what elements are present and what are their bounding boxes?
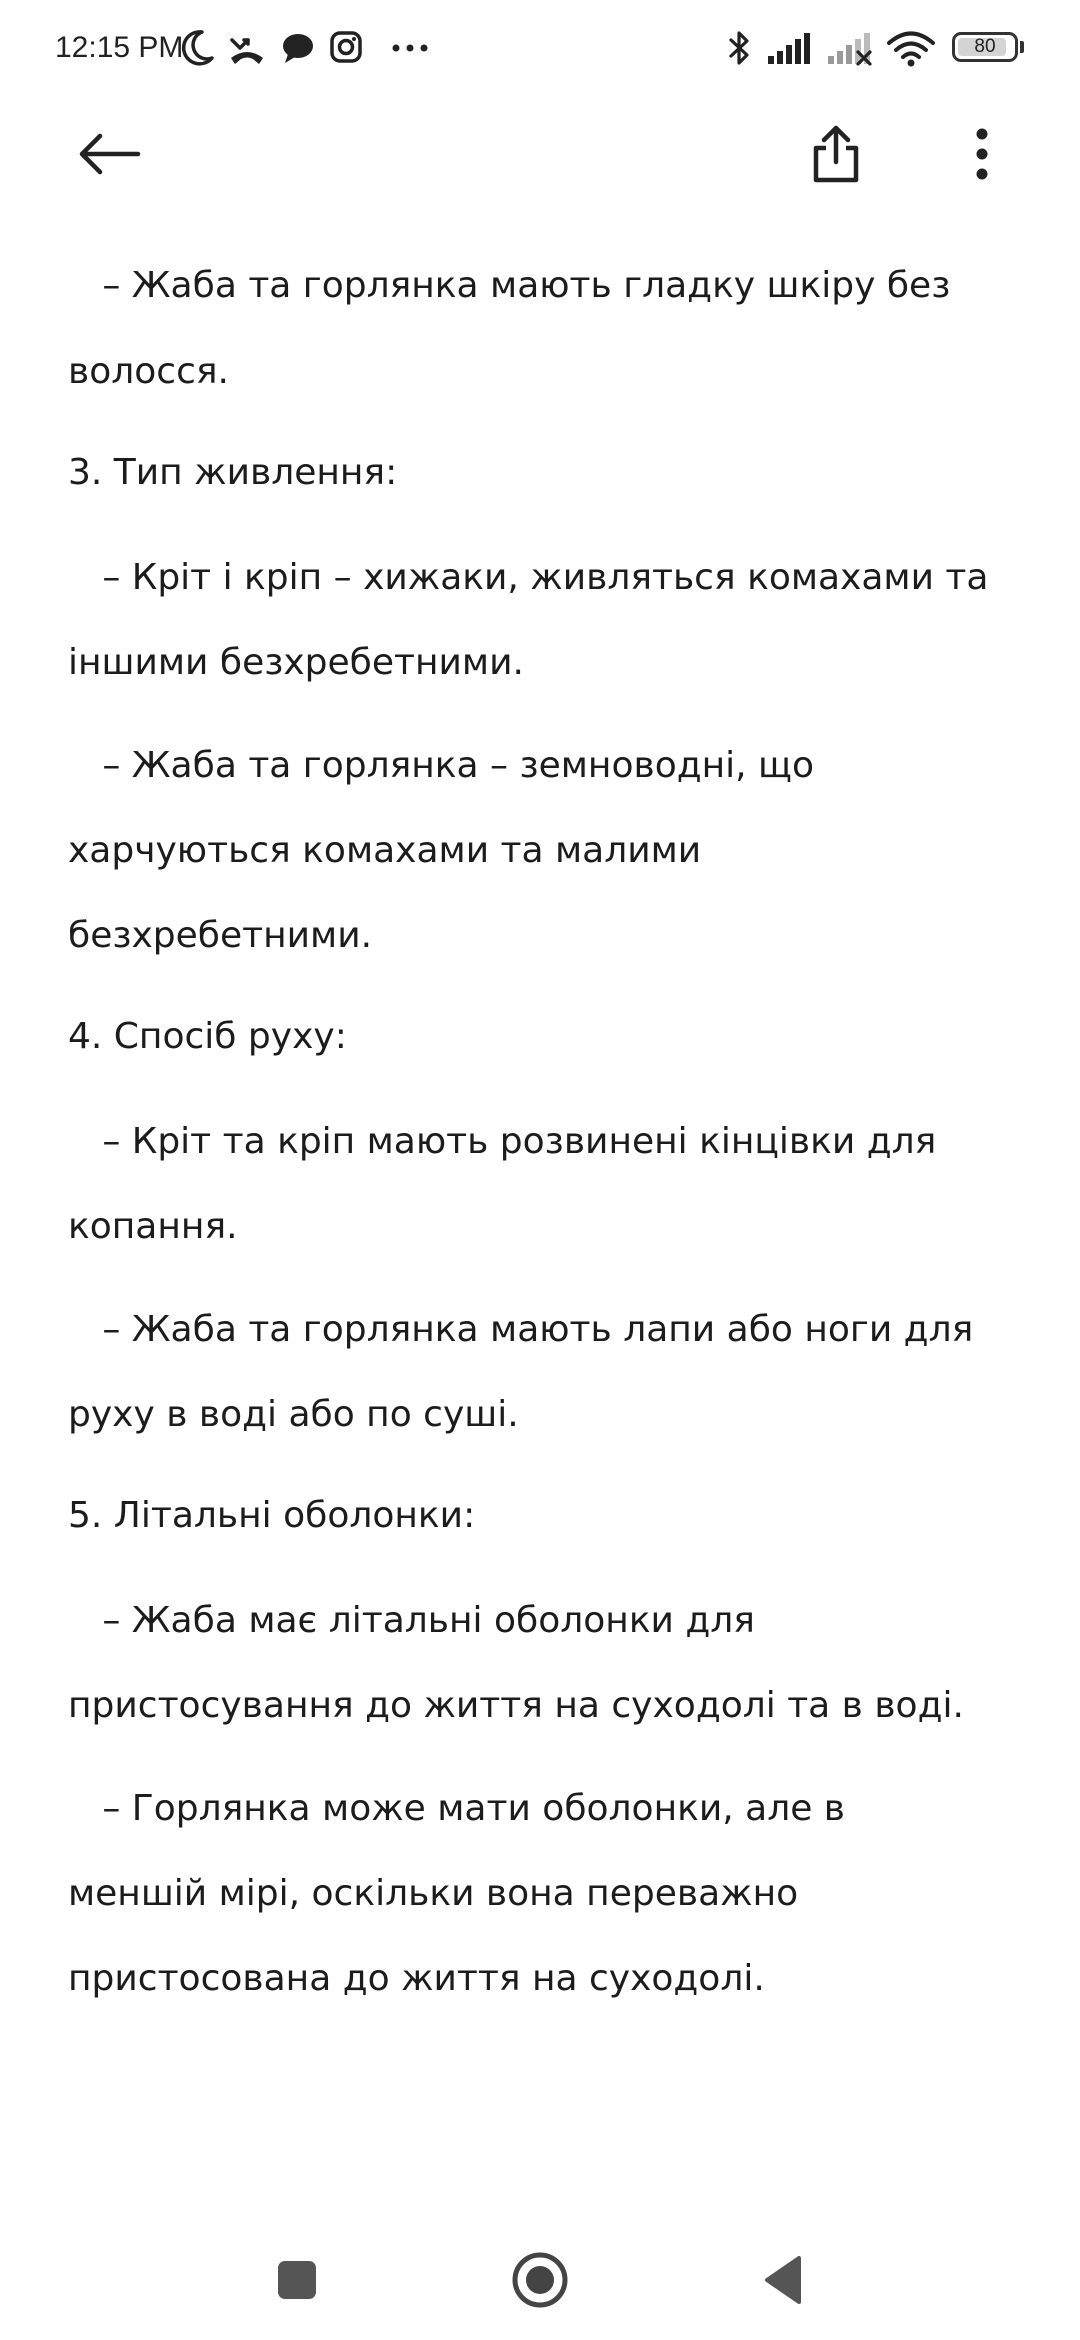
home-circle-icon	[510, 2250, 570, 2310]
nav-back-button[interactable]	[743, 2240, 823, 2320]
recents-button[interactable]	[257, 2240, 337, 2320]
app-bar	[0, 96, 1080, 216]
text-line: 5. Літальні оболонки:	[68, 1495, 476, 1536]
text-line: руху в воді або по суші.	[68, 1394, 519, 1435]
moon-icon	[180, 28, 216, 68]
instagram-icon	[328, 28, 364, 68]
overflow-menu-icon	[972, 126, 992, 182]
battery-icon	[952, 32, 1018, 62]
bluetooth-icon	[726, 28, 754, 68]
text-line: 4. Спосіб руху:	[68, 1016, 347, 1057]
text-line: меншій мірі, оскільки вона переважно	[68, 1873, 799, 1914]
text-line: копання.	[68, 1206, 238, 1247]
back-arrow-icon	[78, 132, 142, 176]
wifi-icon	[886, 28, 936, 68]
text-line: – Кріт і кріп – хижаки, живляться комахами та	[68, 557, 989, 598]
back-triangle-icon	[761, 2254, 805, 2306]
back-button[interactable]	[62, 106, 158, 202]
text-line: – Жаба та горлянка мають гладку шкіру без	[68, 265, 951, 306]
navigation-bar	[0, 2220, 1080, 2340]
text-line: пристосована до життя на суходолі.	[68, 1958, 765, 1999]
more-dots-icon	[388, 28, 432, 68]
recents-square-icon	[275, 2258, 319, 2302]
share-icon	[808, 124, 864, 184]
overflow-menu-button[interactable]	[934, 106, 1030, 202]
text-line: 3. Тип живлення:	[68, 452, 398, 493]
share-button[interactable]	[788, 106, 884, 202]
text-line: – Горлянка може мати оболонки, але в	[68, 1788, 846, 1829]
text-line: – Жаба та горлянка мають лапи або ноги для	[68, 1309, 974, 1350]
text-line: безхребетними.	[68, 915, 373, 956]
battery-level: 80	[974, 36, 996, 57]
signal-icon	[766, 28, 816, 68]
home-button[interactable]	[500, 2240, 580, 2320]
text-line: харчуються комахами та малими	[68, 830, 702, 871]
text-line: – Жаба має літальні оболонки для	[68, 1600, 755, 1641]
text-line: іншими безхребетними.	[68, 642, 524, 683]
text-line: пристосування до життя на суходолі та в воді.	[68, 1685, 964, 1726]
signal-no-service-icon	[826, 28, 876, 68]
battery-cap	[1020, 41, 1024, 53]
status-bar	[0, 0, 1080, 96]
text-line: волосся.	[68, 351, 229, 392]
missed-call-icon	[228, 28, 266, 68]
message-bubble-icon	[280, 28, 316, 68]
text-line: – Кріт та кріп мають розвинені кінцівки для	[68, 1121, 937, 1162]
text-line: – Жаба та горлянка – земноводні, що	[68, 745, 814, 786]
status-time: 12:15 PM	[55, 31, 184, 64]
